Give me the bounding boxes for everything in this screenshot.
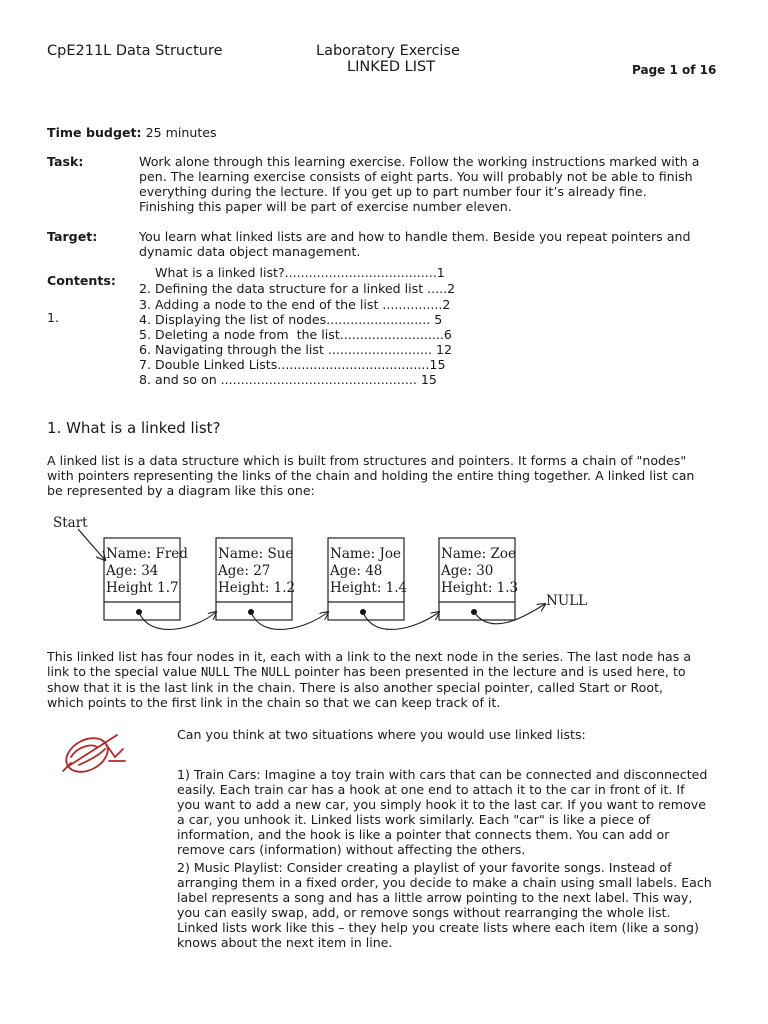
node-name: Name: Zoe [441, 546, 516, 562]
answer-line: 2) Music Playlist: Consider creating a playlist of your favorite songs. Instead of [177, 860, 672, 875]
answer-line: 1) Train Cars: Imagine a toy train with cars that can be connected and disconnected [177, 767, 708, 782]
section-heading: 1. What is a linked list? [47, 419, 221, 437]
node-height: Height: 1.2 [218, 580, 296, 596]
node-height: Height: 1.4 [330, 580, 408, 596]
paragraph-line [47, 664, 757, 680]
task-line: Work alone through this learning exercise. Follow the working instructions marked with a [139, 154, 700, 169]
node-content [218, 546, 295, 597]
linked-list-diagram [0, 505, 768, 640]
link-arrow-1 [139, 612, 216, 629]
null-label: NULL [546, 593, 588, 609]
answer-line: information, and the hook is like a pointer that connects them. You can add or [177, 827, 670, 842]
pen-icon [57, 727, 132, 779]
node-content [330, 546, 407, 597]
node-age: Age: 48 [330, 563, 383, 579]
node-age: Age: 34 [106, 563, 159, 579]
page-number: Page 1 of 16 [632, 63, 717, 77]
target-label: Target: [47, 229, 98, 244]
paragraph-line: be represented by a diagram like this one: [47, 483, 315, 498]
answer-music-playlist [177, 860, 757, 950]
toc-item: 7. Double Linked Lists......................................15 [139, 357, 446, 372]
intro-paragraph [47, 453, 747, 498]
lab-title: Laboratory Exercise [316, 43, 460, 59]
task-label: Task: [47, 154, 84, 169]
node-content [106, 546, 188, 597]
answer-line: knows about the next item in line. [177, 935, 393, 950]
code-null: NULL [261, 665, 291, 679]
answer-line: label represents a song and has a little arrow pointing to the next label. This way, [177, 890, 693, 905]
question-text: Can you think at two situations where you would use linked lists: [177, 727, 586, 742]
answer-line: you want to add a new car, you simply hook it to the last car. If you want to remove [177, 797, 706, 812]
answer-line: a car, you unhook it. Linked lists work similarly. Each "car" is like a piece of [177, 812, 651, 827]
task-line: pen. The learning exercise consists of eight parts. You will probably not be able to finish [139, 169, 693, 184]
text-span: link to the special value [47, 664, 201, 679]
target-line: dynamic data object management. [139, 244, 361, 259]
node-height: Height 1.7 [106, 580, 179, 596]
toc-item: 5. Deleting a node from the list..........................6 [139, 327, 452, 342]
time-budget-value: 25 minutes [145, 125, 217, 140]
node-name: Name: Fred [106, 546, 188, 562]
task-line: Finishing this paper will be part of exercise number eleven. [139, 199, 512, 214]
lab-subtitle: LINKED LIST [347, 59, 436, 75]
explanation-paragraph [47, 649, 757, 710]
toc-item: 3. Adding a node to the end of the list ...............2 [139, 297, 451, 312]
task-text [139, 154, 699, 214]
paragraph-line: which points to the first link in the chain so that we can keep track of it. [47, 695, 501, 710]
answer-train-cars [177, 767, 757, 857]
toc-item: 6. Navigating through the list .......................... 12 [139, 342, 453, 357]
start-pointer-arrow [78, 529, 105, 560]
link-arrow-3 [363, 612, 439, 629]
contents-number: 1. [47, 310, 60, 325]
answer-line: arranging them in a fixed order, you decide to make a chain using small labels. Each [177, 875, 712, 890]
toc-item: 2. Defining the data structure for a linked list .....2 [139, 281, 456, 296]
node-content [441, 546, 518, 597]
course-title: CpE211L Data Structure [47, 43, 223, 59]
paragraph-line: with pointers representing the links of the chain and holding the entire thing together. A linked list can [47, 468, 695, 483]
toc-item: What is a linked list?......................................1 [139, 265, 445, 280]
paragraph-line: A linked list is a data structure which is built from structures and pointers. It forms a chain of "nodes" [47, 453, 687, 468]
start-label: Start [53, 515, 88, 531]
task-line: everything during the lecture. If you get up to part number four it’s already fine. [139, 184, 647, 199]
toc-item: 8. and so on ................................................. 15 [139, 372, 437, 387]
time-budget-label: Time budget: [47, 125, 142, 140]
toc-item: 4. Displaying the list of nodes.......................... 5 [139, 312, 443, 327]
answer-line: you can easily swap, add, or remove songs without rearranging the whole list. [177, 905, 671, 920]
node-height: Height: 1.3 [441, 580, 519, 596]
answer-line: easily. Each train car has a hook at one end to attach it to the car in front of it. If [177, 782, 685, 797]
paragraph-line: show that it is the last link in the chain. There is also another special pointer, called Start or Root, [47, 680, 664, 695]
code-null: NULL [200, 665, 230, 679]
node-name: Name: Sue [218, 546, 294, 562]
link-arrow-2 [251, 612, 328, 629]
time-budget [47, 125, 217, 140]
link-arrow-null [474, 604, 545, 624]
target-line: You learn what linked lists are and how to handle them. Beside you repeat pointers and [139, 229, 691, 244]
node-age: Age: 30 [441, 563, 494, 579]
answer-line: Linked lists work like this – they help you create lists where each item (like a song) [177, 920, 699, 935]
contents-label: Contents: [47, 273, 116, 288]
node-name: Name: Joe [330, 546, 402, 562]
answer-line: remove cars (information) without affecting the others. [177, 842, 526, 857]
text-span: pointer has been presented in the lecture and is used here, to [290, 664, 686, 679]
target-text [139, 229, 690, 259]
node-age: Age: 27 [218, 563, 271, 579]
text-span: The [229, 664, 262, 679]
paragraph-line: This linked list has four nodes in it, each with a link to the next node in the series. The last node has a [47, 649, 692, 664]
